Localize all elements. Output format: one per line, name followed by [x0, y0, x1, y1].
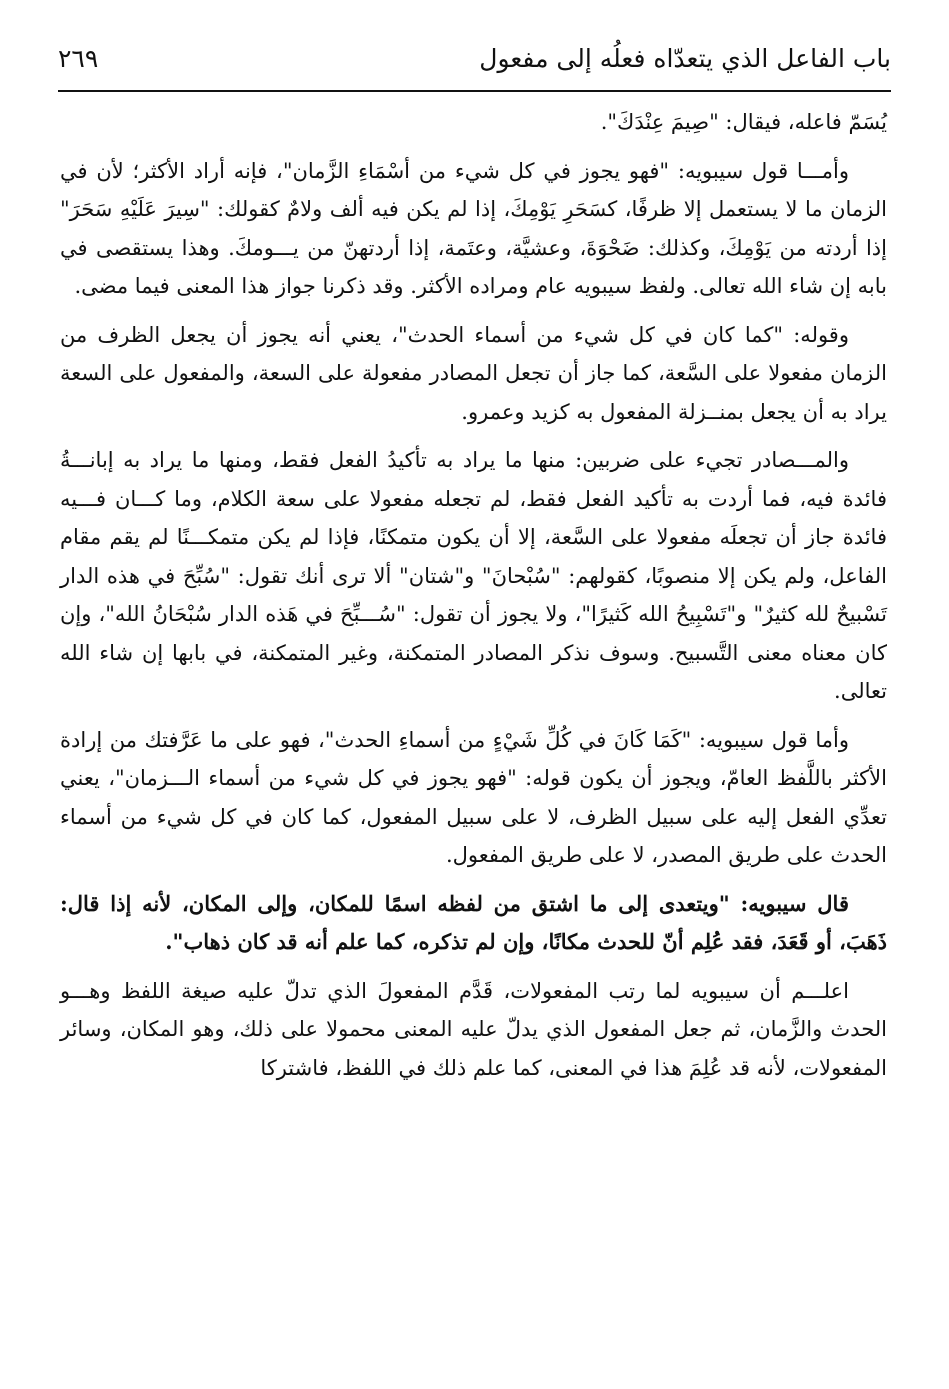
- paragraph: قال سيبويه: "ويتعدى إلى ما اشتق من لفظه اسمًا للمكان، وإلى المكان، لأنه إذا قال: ذَهَبَ، أو قَعَدَ، فقد عُلِم أنّ للحدث مكانًا، وإن لم تذكره، كما علم أنه قد كان ذهاب".: [60, 890, 887, 954]
- running-title: باب الفاعل الذي يتعدّاه فعلُه إلى مفعول: [479, 44, 891, 73]
- paragraph: يُسَمّ فاعله، فيقال: "صِيمَ عِنْدَكَ".: [600, 110, 887, 134]
- page-header: [58, 40, 891, 90]
- paragraph: وأما قول سيبويه: "كَمَا كَانَ في كُلِّ شَيْءٍ من أسماءِ الحدث"، فهو على ما عَرَّفتك من إرادة الأكثر باللَّفظ العامّ، ويجوز أن يكون قوله: "فهو يجوز في كل شيء من أسماء الـــزمان"، يعني تعدِّي الفعل إليه على سبيل الظرف، لا على سبيل المفعول، كما كان في كل شيء من أسماء الحدث على طريق المصدر، لا على طريق المفعول.: [60, 727, 887, 867]
- paragraph: والمـــصادر تجيء على ضربين: منها ما يراد به تأكيدُ الفعل فقط، ومنها ما يراد به إبانـــةُ فائدة فيه، فما أردت به تأكيد الفعل فقط، لم تجعله مفعولا على سعة الكلام، وما كـــان فـــيه فائدة جاز أن تجعلَه مفعولا على السَّعة، إلا أن يكون متمكنًا، فإذا لم يكن متمكـــنًا لم يقم مقام الفاعل، ولم يكن إلا منصوبًا، كقولهم: "سُبْحانَ" و"شتان" ألا ترى أنك تقول: "سُبِّحَ في هذه الدار تَسْبيحٌ لله كثيرٌ" و"تَسْبِيحُ الله كَثيرًا"، ولا يجوز أن تقول: "سُـــبِّحَ في هَذه الدار سُبْحَانُ الله"، وإن كان معناه معنى التَّسبيح. وسوف نذكر المصادر المتمكنة، وغير المتمكنة، في بابها إن شاء الله تعالى.: [60, 448, 887, 703]
- body-text: [60, 103, 887, 1097]
- paragraph: وقوله: "كما كان في كل شيء من أسماء الحدث"، يعني أنه يجوز أن يجعل الظرف من الزمان مفعولا على السَّعة، كما جاز أن تجعل المصادر مفعولة على السعة، والمفعول على السعة يراد به أن يجعل بمنــزلة المفعول به كزيد وعمرو.: [60, 322, 887, 424]
- page-number: ٢٦٩: [58, 44, 99, 73]
- paragraph: اعلـــم أن سيبويه لما رتب المفعولات، قَدَّم المفعولَ الذي تدلّ عليه صيغة اللفظ وهـــو الحدث والزَّمان، ثم جعل المفعول الذي يدلّ عليه المعنى محمولا على ذلك، وهو المكان، وسائر المفعولات، لأنه قد عُلِمَ هذا في المعنى، كما علم ذلك في اللفظ، فاشتركا: [60, 978, 887, 1080]
- header-rule: [58, 90, 891, 92]
- paragraph: وأمـــا قول سيبويه: "فهو يجوز في كل شيء من أسْمَاءِ الزَّمان"، فإنه أراد الأكثر؛ لأن في الزمان ما لا يستعمل إلا ظرفًا، كسَحَرِ يَوْمِكَ، إذا لم يكن فيه ألف ولامٌ كقولك: "سِيرَ عَلَيْهِ سَحَرَ" إذا أردته من يَوْمِكَ، وكذلك: ضَحْوَةَ، وعشيَّة، وعتَمة، إذا أردتهنّ من يـــومكَ. وهذا يستقصى في بابه إن شاء الله تعالى. ولفظ سيبويه عام ومراده الأكثر. وقد ذكرنا جواز هذا المعنى فيما مضى.: [60, 158, 887, 298]
